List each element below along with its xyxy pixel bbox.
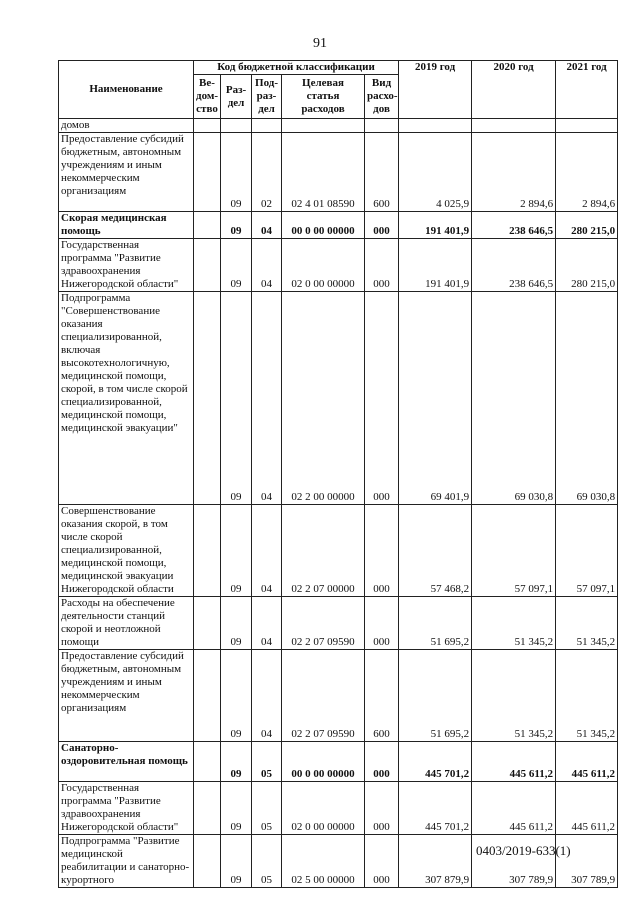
table-row xyxy=(59,742,618,782)
row-section: 09 xyxy=(221,212,252,239)
row-name: Государственная программа "Развитие здравоохранения Нижегородской области" xyxy=(59,239,194,292)
row-subsection: 05 xyxy=(252,782,282,835)
row-name: Санаторно-оздоровительная помощь xyxy=(59,742,194,782)
row-value-2021: 51 345,2 xyxy=(556,597,618,650)
row-target xyxy=(282,119,365,133)
table-row xyxy=(59,292,618,505)
header-subsection: Под- раз- дел xyxy=(252,75,282,119)
row-name: Государственная программа "Развитие здравоохранения Нижегородской области" xyxy=(59,782,194,835)
row-dept xyxy=(194,597,221,650)
row-name: Подпрограмма "Совершенствование оказания специализированной, включая высокотехнологичную, медицинской помощи, скорой, в том числе скорой специализированной, медицинской помощи, медицинской эвакуации" xyxy=(59,292,194,505)
table-row xyxy=(59,505,618,597)
header-target: Целевая статья расходов xyxy=(282,75,365,119)
row-value-2021: 51 345,2 xyxy=(556,650,618,742)
row-exp-type: 000 xyxy=(365,742,399,782)
header-2020: 2020 год xyxy=(472,61,556,119)
row-dept xyxy=(194,650,221,742)
row-dept xyxy=(194,133,221,212)
header-2019: 2019 год xyxy=(399,61,472,119)
row-value-2019: 445 701,2 xyxy=(399,742,472,782)
row-section: 09 xyxy=(221,239,252,292)
page-number: 91 xyxy=(313,36,327,51)
row-target: 02 2 07 09590 xyxy=(282,597,365,650)
row-subsection: 04 xyxy=(252,292,282,505)
row-target: 02 5 00 00000 xyxy=(282,835,365,888)
row-dept xyxy=(194,239,221,292)
row-value-2021 xyxy=(556,119,618,133)
table-row xyxy=(59,782,618,835)
row-value-2020: 238 646,5 xyxy=(472,239,556,292)
row-target: 00 0 00 00000 xyxy=(282,212,365,239)
table-row xyxy=(59,650,618,742)
row-value-2019 xyxy=(399,119,472,133)
row-value-2020: 51 345,2 xyxy=(472,650,556,742)
row-value-2020: 69 030,8 xyxy=(472,292,556,505)
row-subsection: 04 xyxy=(252,650,282,742)
row-dept xyxy=(194,742,221,782)
row-section: 09 xyxy=(221,292,252,505)
table-row xyxy=(59,212,618,239)
row-subsection: 05 xyxy=(252,742,282,782)
row-value-2019: 51 695,2 xyxy=(399,650,472,742)
row-exp-type: 000 xyxy=(365,292,399,505)
row-value-2021: 280 215,0 xyxy=(556,239,618,292)
row-value-2020: 2 894,6 xyxy=(472,133,556,212)
table-row xyxy=(59,119,618,133)
row-dept xyxy=(194,292,221,505)
row-exp-type: 000 xyxy=(365,597,399,650)
row-subsection: 04 xyxy=(252,239,282,292)
row-name: Подпрограмма "Развитие медицинской реабилитации и санаторно-курортного xyxy=(59,835,194,888)
row-value-2019: 445 701,2 xyxy=(399,782,472,835)
row-value-2021: 280 215,0 xyxy=(556,212,618,239)
row-exp-type xyxy=(365,119,399,133)
header-dept: Ве- дом- ство xyxy=(194,75,221,119)
row-section: 09 xyxy=(221,742,252,782)
row-value-2020: 445 611,2 xyxy=(472,742,556,782)
table-row xyxy=(59,239,618,292)
row-dept xyxy=(194,835,221,888)
row-subsection: 04 xyxy=(252,212,282,239)
row-exp-type: 000 xyxy=(365,782,399,835)
row-section: 09 xyxy=(221,782,252,835)
row-value-2019: 57 468,2 xyxy=(399,505,472,597)
row-value-2021: 307 789,9 xyxy=(556,835,618,888)
row-name: Предоставление субсидий бюджетным, автономным учреждениям и иным некоммерческим организациям xyxy=(59,133,194,212)
row-value-2020: 445 611,2 xyxy=(472,782,556,835)
row-value-2020: 57 097,1 xyxy=(472,505,556,597)
header-section: Раз- дел xyxy=(221,75,252,119)
row-value-2020: 51 345,2 xyxy=(472,597,556,650)
row-target: 02 2 07 00000 xyxy=(282,505,365,597)
row-name: домов xyxy=(59,119,194,133)
row-name: Совершенствование оказания скорой, в том числе скорой специализированной, медицинской помощи, медицинской эвакуации Нижегородской области xyxy=(59,505,194,597)
table-row xyxy=(59,597,618,650)
row-target: 02 0 00 00000 xyxy=(282,239,365,292)
row-value-2019: 307 879,9 xyxy=(399,835,472,888)
row-section: 09 xyxy=(221,505,252,597)
row-section: 09 xyxy=(221,835,252,888)
table-row xyxy=(59,133,618,212)
row-name: Расходы на обеспечение деятельности станций скорой и неотложной помощи xyxy=(59,597,194,650)
row-subsection: 05 xyxy=(252,835,282,888)
header-name: Наименование xyxy=(59,61,194,119)
row-value-2021: 445 611,2 xyxy=(556,782,618,835)
row-section: 09 xyxy=(221,133,252,212)
row-name: Скорая медицинская помощь xyxy=(59,212,194,239)
row-subsection: 04 xyxy=(252,505,282,597)
row-value-2021: 57 097,1 xyxy=(556,505,618,597)
row-target: 02 0 00 00000 xyxy=(282,782,365,835)
row-value-2019: 4 025,9 xyxy=(399,133,472,212)
row-exp-type: 600 xyxy=(365,650,399,742)
row-value-2020 xyxy=(472,119,556,133)
row-target: 02 4 01 08590 xyxy=(282,133,365,212)
row-value-2021: 445 611,2 xyxy=(556,742,618,782)
row-exp-type: 600 xyxy=(365,133,399,212)
document-code: 0403/2019-633(1) xyxy=(476,843,571,858)
row-dept xyxy=(194,782,221,835)
row-dept xyxy=(194,119,221,133)
row-value-2019: 51 695,2 xyxy=(399,597,472,650)
row-value-2019: 69 401,9 xyxy=(399,292,472,505)
row-value-2021: 69 030,8 xyxy=(556,292,618,505)
row-dept xyxy=(194,505,221,597)
row-value-2019: 191 401,9 xyxy=(399,239,472,292)
row-exp-type: 000 xyxy=(365,212,399,239)
row-subsection: 04 xyxy=(252,597,282,650)
row-subsection: 02 xyxy=(252,133,282,212)
row-section xyxy=(221,119,252,133)
row-name: Предоставление субсидий бюджетным, автономным учреждениям и иным некоммерческим организациям xyxy=(59,650,194,742)
row-exp-type: 000 xyxy=(365,835,399,888)
budget-table xyxy=(58,60,618,888)
row-section: 09 xyxy=(221,597,252,650)
row-target: 00 0 00 00000 xyxy=(282,742,365,782)
row-target: 02 2 00 00000 xyxy=(282,292,365,505)
row-section: 09 xyxy=(221,650,252,742)
header-code-group: Код бюджетной классификации xyxy=(194,61,399,75)
row-value-2020: 307 789,9 xyxy=(472,835,556,888)
row-subsection xyxy=(252,119,282,133)
row-target: 02 2 07 09590 xyxy=(282,650,365,742)
row-exp-type: 000 xyxy=(365,505,399,597)
row-value-2021: 2 894,6 xyxy=(556,133,618,212)
row-value-2019: 191 401,9 xyxy=(399,212,472,239)
header-exp-type: Вид расхо- дов xyxy=(365,75,399,119)
header-2021: 2021 год xyxy=(556,61,618,119)
row-value-2020: 238 646,5 xyxy=(472,212,556,239)
row-dept xyxy=(194,212,221,239)
row-exp-type: 000 xyxy=(365,239,399,292)
